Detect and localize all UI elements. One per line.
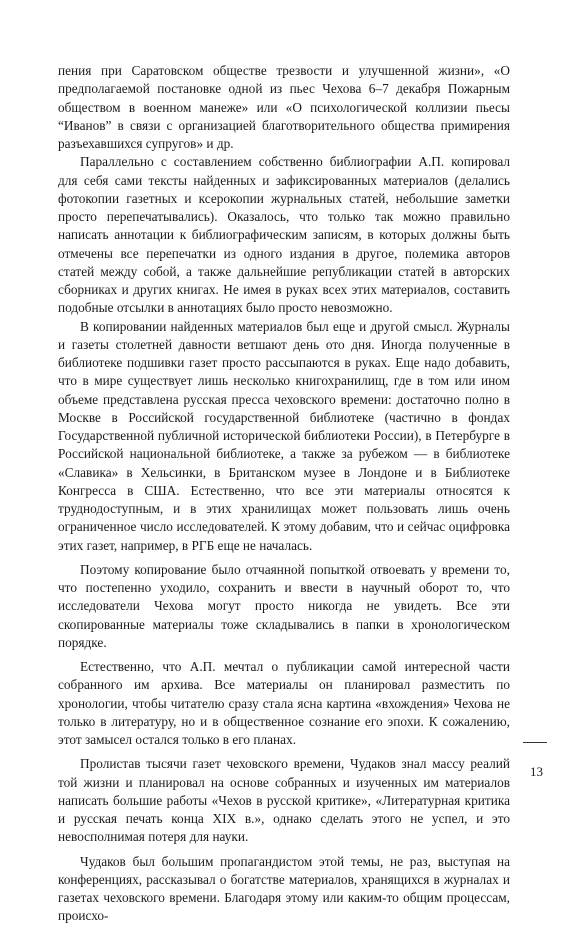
paragraph-3: В копировании найденных материалов был еще и другой смысл. Журналы и газеты столетней давности ветшают день ото дня. Иногда полученные в библиотеке подшивки газет просто рассыпаются в руках. Еще надо добавить, что в мире существует лишь несколько книгохранилищ, где в том или ином объеме представлена русская пресса чеховского времени: достаточно полно в Москве в Российской государственной библиотеке (частично в фондах Государственной публичной исторической библиотеки России), в Петербурге в Российской национальной библиотеке, а также за рубежом — в библиотеке «Славика» в Хельсинки, в Британском музее в Лондоне и в Библиотеке Конгресса в США. Естественно, что все эти материалы относятся к труднодоступным, и в этих хранилищах может пользовать лишь очень ограниченное число исследователей. К этому добавим, что и сейчас оцифровка этих газет, например, в РГБ еще не началась. — [58, 318, 510, 553]
paragraph-7: Чудаков был большим пропагандистом этой темы, не раз, выступая на конференциях, рассказывал о богатстве материалов, хранящихся в журналах и газетах чеховского времени. Благодаря этому или каким-то общим процессам, происхо- — [58, 853, 510, 924]
paragraph-2: Параллельно с составлением собственно библиографии А.П. копировал для себя сами тексты найденных и зафиксированных материалов (делались фотокопии газетных и ксерокопии журнальных статей, небольшие заметки просто перепечатывались). Оказалось, что только так можно правильно написать аннотации к библиографическим записям, в которых должны быть отмечены все перепечатки из одного издания в другое, полемика авторов статей между собой, а также дальнейшие републикации статей в авторских сборниках и других книгах. Не имея в руках всех этих материалов, составить подобные отсылки в аннотациях было просто невозможно. — [58, 154, 510, 316]
paragraph-1: пения при Саратовском обществе трезвости и улучшенной жизни», «О предполагаемой постановке одной из пьес Чехова 6–7 декабря Пожарным обществом в военном манеже» или «О психологической коллизии пьесы “Иванов” в связи с организацией благотворительного общества примирения разъехавшихся супругов» и др. — [58, 63, 510, 151]
document-body — [58, 62, 510, 926]
paragraph-5: Естественно, что А.П. мечтал о публикации самой интересной части собранного им архива. Все материалы он планировал разместить по хронологии, чтобы читателю сразу стала ясна картина «вхождения» Чехова не только в литературу, но и в общественное сознание его эпохи. К сожалению, этот замысел остался только в его планах. — [58, 659, 510, 747]
paragraph-6: Пролистав тысячи газет чеховского времени, Чудаков знал массу реалий той жизни и планировал на основе собранных и изученных им материалов написать большие работы «Чехов в русской критике», «Литературная критика и русская печать конца XIX в.», однако сделать этого не успел, и это невосполнимая потеря для науки. — [58, 756, 510, 845]
page-number: 13 — [530, 764, 543, 779]
margin-rule — [523, 742, 547, 743]
paragraph-4: Поэтому копирование было отчаянной попыткой отвоевать у времени то, что постепенно уходило, сохранить и ввести в научный оборот то, что исследователи Чехова могут просто никогда не увидеть. Все эти скопированные материалы тоже складывались в папки в хронологическом порядке. — [58, 561, 510, 650]
